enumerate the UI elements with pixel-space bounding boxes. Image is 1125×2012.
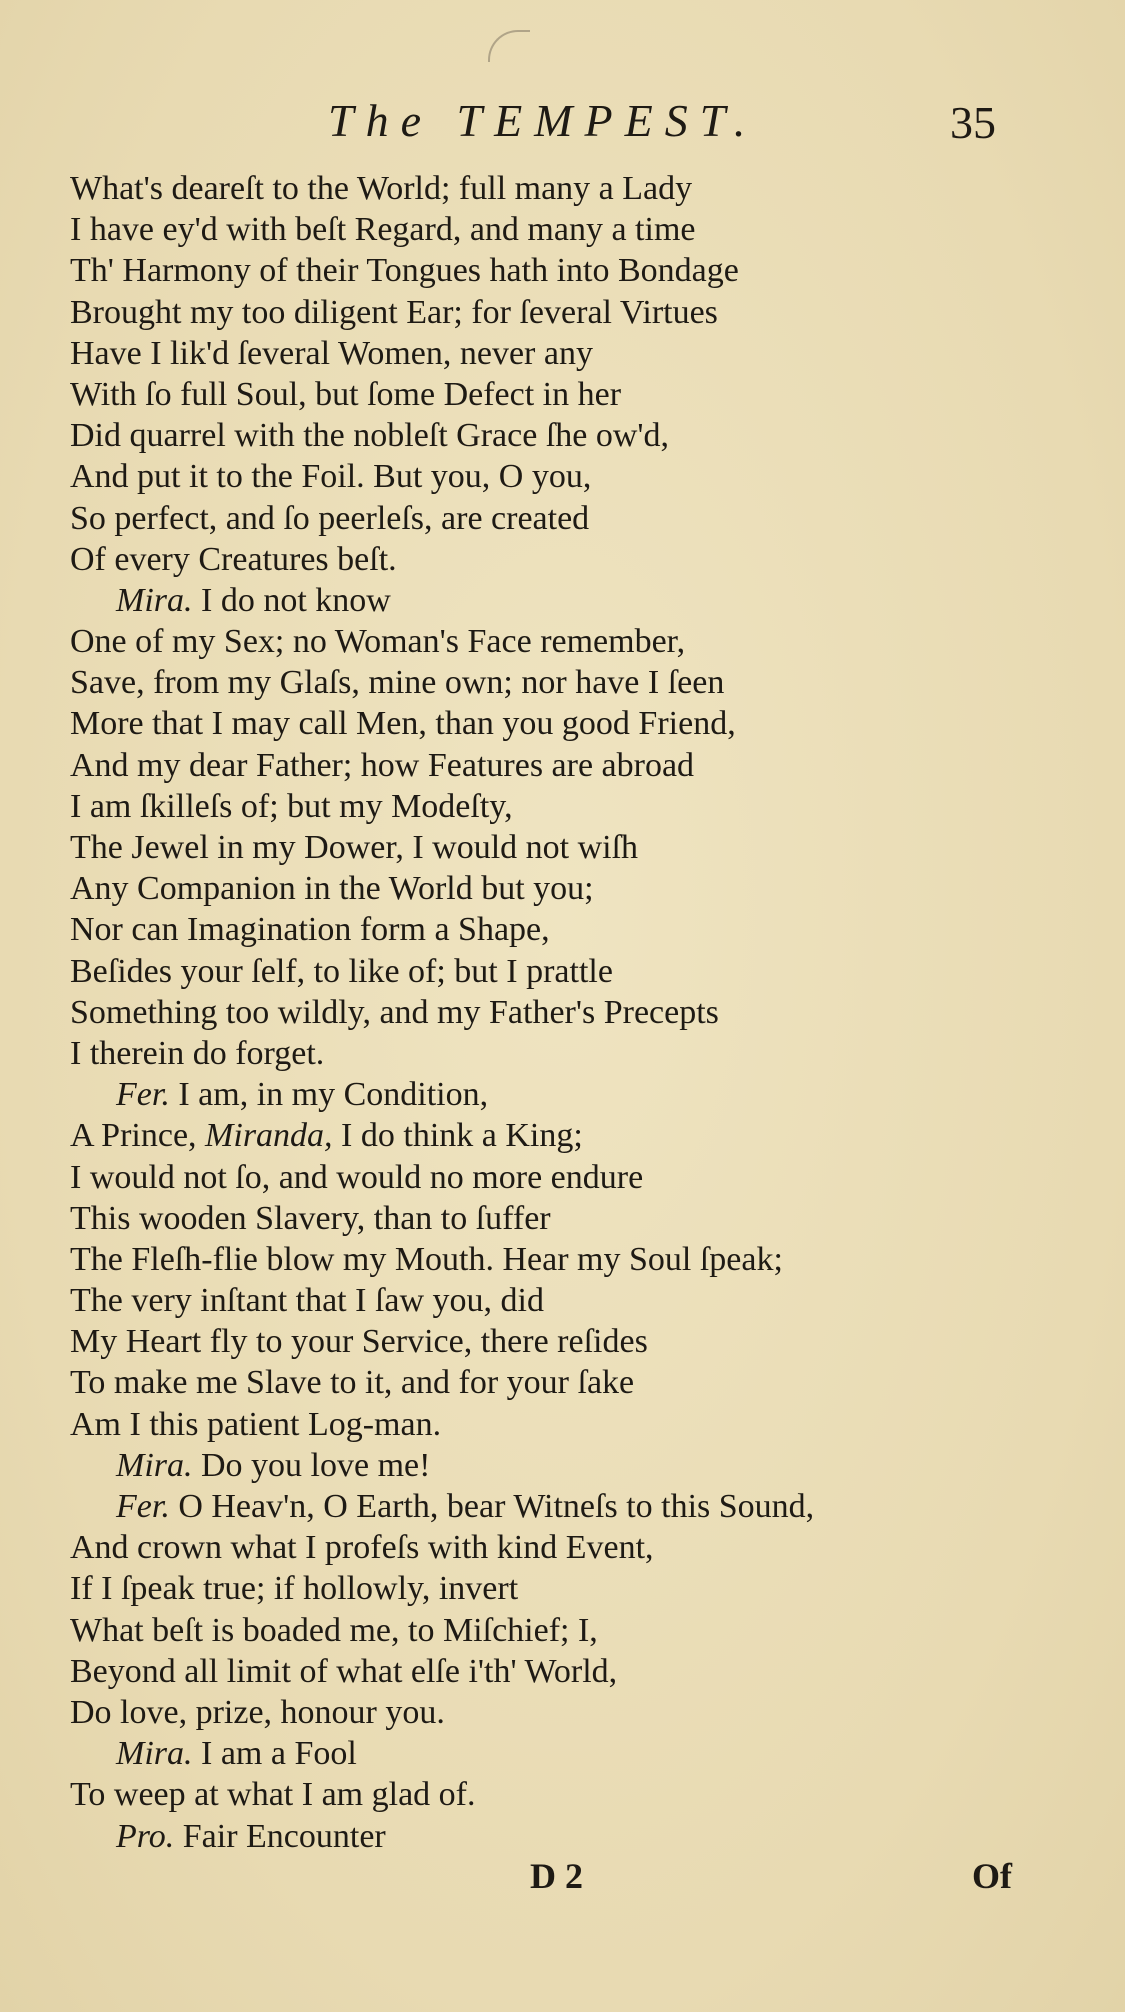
speaker-name: Fer. bbox=[116, 1488, 170, 1525]
verse-line: The Fleſh-flie blow my Mouth. Hear my Soul ſpeak; bbox=[70, 1240, 783, 1278]
verse-line: With ſo full Soul, but ſome Defect in her bbox=[70, 375, 622, 413]
verse-line: Do love, prize, honour you. bbox=[70, 1693, 445, 1731]
page-number: 35 bbox=[950, 97, 996, 148]
verse-line: One of my Sex; no Woman's Face remember, bbox=[70, 623, 686, 661]
catchword: Of bbox=[972, 1856, 1012, 1896]
verse-line: Any Companion in the World but you; bbox=[70, 870, 594, 908]
verse-line: And put it to the Foil. But you, O you, bbox=[70, 458, 592, 496]
speech-line: Pro. Fair Encounter bbox=[116, 1817, 386, 1855]
verse-line: Did quarrel with the nobleſt Grace ſhe ow'd, bbox=[70, 417, 670, 455]
verse-line: Have I lik'd ſeveral Women, never any bbox=[70, 334, 593, 372]
speech-line: Mira. I am a Fool bbox=[116, 1735, 357, 1773]
verse-text bbox=[70, 168, 1050, 1857]
verse-line: My Heart fly to your Service, there reſides bbox=[70, 1323, 648, 1361]
speaker-name: Fer. bbox=[116, 1076, 170, 1114]
verse-line: This wooden Slavery, than to ſuffer bbox=[70, 1199, 551, 1237]
verse-line: A Prince, Miranda, I do think a King; bbox=[70, 1117, 583, 1155]
speaker-name: Mira. bbox=[116, 1446, 193, 1484]
verse-line: Beyond all limit of what elſe i'th' World, bbox=[70, 1652, 618, 1690]
verse-line: So perfect, and ſo peerleſs, are created bbox=[70, 499, 590, 537]
speech-line: Fer. I am, in my Condition, bbox=[116, 1076, 489, 1114]
verse-line: To weep at what I am glad of. bbox=[70, 1776, 476, 1814]
verse-line: And my dear Father; how Features are abroad bbox=[70, 746, 695, 784]
verse-line: Brought my too diligent Ear; for ſeveral Virtues bbox=[70, 293, 718, 331]
verse-line: I am ſkilleſs of; but my Modeſty, bbox=[70, 787, 513, 825]
verse-line: To make me Slave to it, and for your ſake bbox=[70, 1364, 635, 1402]
running-title: The TEMPEST. bbox=[328, 95, 758, 146]
verse-line: The very inſtant that I ſaw you, did bbox=[70, 1282, 544, 1320]
verse-line: If I ſpeak true; if hollowly, invert bbox=[70, 1570, 519, 1608]
verse-line: I therein do forget. bbox=[70, 1034, 325, 1072]
speech-line: Mira. I do not know bbox=[116, 581, 391, 619]
page-blemish bbox=[488, 30, 530, 62]
speaker-name: Mira. bbox=[116, 581, 193, 619]
speech-line: Fer. O Heav'n, O Earth, bear Witneſs to this Sound, bbox=[116, 1488, 815, 1525]
speech-line: Mira. Do you love me! bbox=[116, 1446, 431, 1484]
italic-name: Miranda, bbox=[205, 1117, 333, 1155]
verse-line: Of every Creatures beſt. bbox=[70, 540, 397, 578]
verse-line: Th' Harmony of their Tongues hath into Bondage bbox=[70, 252, 739, 290]
verse-line: Something too wildly, and my Father's Precepts bbox=[70, 993, 719, 1031]
verse-line: Am I this patient Log-man. bbox=[70, 1405, 442, 1443]
verse-line: Save, from my Glaſs, mine own; nor have I ſeen bbox=[70, 664, 725, 702]
verse-line: More that I may call Men, than you good Friend, bbox=[70, 705, 736, 743]
speaker-name: Pro. bbox=[116, 1817, 175, 1855]
signature-mark: D 2 bbox=[530, 1856, 583, 1896]
verse-line: I would not ſo, and would no more endure bbox=[70, 1158, 644, 1196]
verse-line: And crown what I profeſs with kind Event, bbox=[70, 1529, 654, 1567]
verse-line: The Jewel in my Dower, I would not wiſh bbox=[70, 829, 639, 866]
verse-line: I have ey'd with beſt Regard, and many a time bbox=[70, 211, 696, 249]
verse-line: Nor can Imagination form a Shape, bbox=[70, 911, 550, 949]
verse-line: What's deareſt to the World; full many a Lady bbox=[70, 170, 693, 207]
verse-line: What beſt is boaded me, to Miſchief; I, bbox=[70, 1611, 598, 1649]
verse-line: Beſides your ſelf, to like of; but I prattle bbox=[70, 952, 613, 990]
speaker-name: Mira. bbox=[116, 1735, 193, 1773]
